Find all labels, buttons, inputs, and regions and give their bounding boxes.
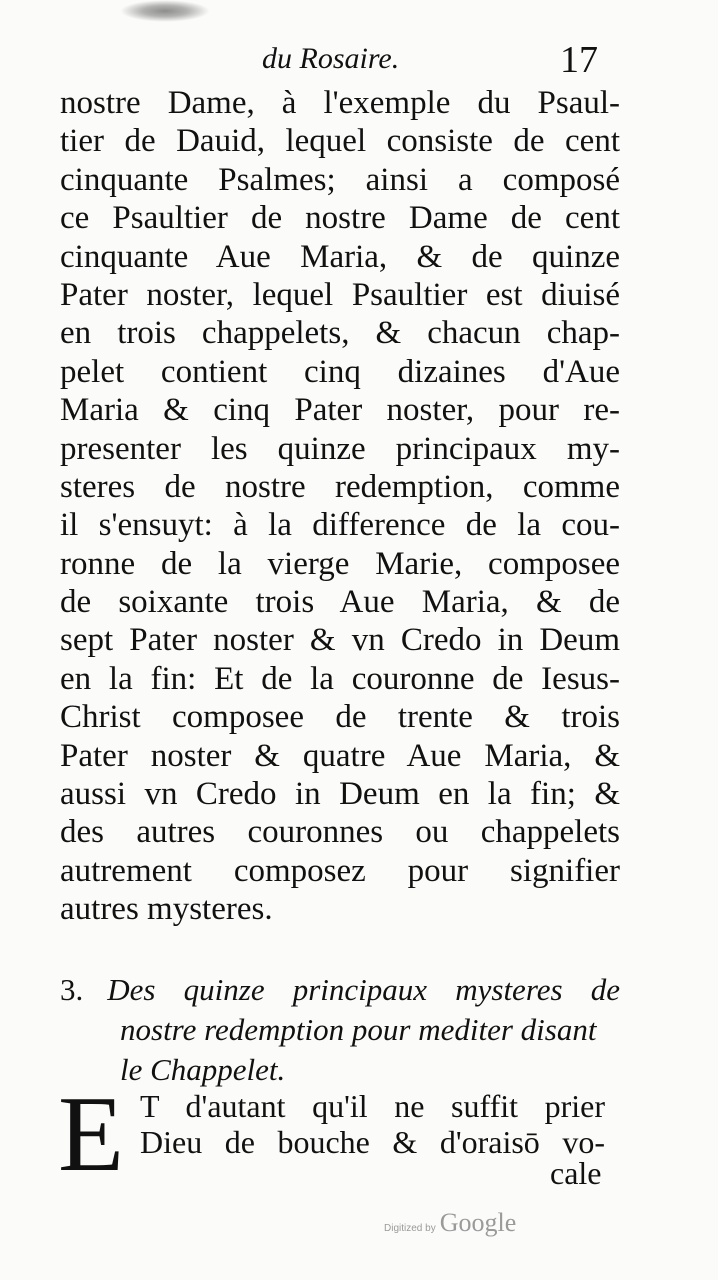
text-line: Dieu de bouche & d'oraisō vo-	[140, 1124, 605, 1160]
text-line: Pater noster & quatre Aue Maria, &	[60, 737, 620, 774]
heading-line: le Chappelet.	[120, 1052, 286, 1087]
drop-cap: E	[58, 1075, 124, 1194]
text-line: des autres couronnes ou chappelets	[60, 814, 620, 851]
watermark-prefix: Digitized by	[384, 1223, 436, 1234]
text-line: en la fin: Et de la couronne de Iesus-	[60, 660, 620, 697]
text-line: en trois chappelets, & chacun chap-	[60, 315, 620, 352]
text-line: Maria & cinq Pater noster, pour re-	[60, 392, 620, 429]
ink-smudge	[120, 0, 210, 22]
text-line: cinquante Psalmes; ainsi a composé	[60, 161, 620, 198]
running-title: du Rosaire.	[262, 42, 400, 75]
heading-line	[60, 970, 620, 1010]
text-line: ce Psaultier de nostre Dame de cent	[60, 200, 620, 237]
text-line: sept Pater noster & vn Credo in Deum	[60, 622, 620, 659]
body-text	[60, 84, 620, 929]
text-line: cinquante Aue Maria, & de quinze	[60, 238, 620, 275]
text-line: autres mysteres.	[60, 891, 273, 928]
text-line: de soixante trois Aue Maria, & de	[60, 584, 620, 621]
watermark-brand: Google	[439, 1208, 517, 1237]
text-line: aussi vn Credo in Deum en la fin; &	[60, 776, 620, 813]
text-line: Pater noster, lequel Psaultier est diuisé	[60, 276, 620, 313]
section-heading	[60, 970, 620, 1090]
section-number: 3.	[60, 972, 84, 1007]
text-line: Christ composee de trente & trois	[60, 699, 620, 736]
heading-line: nostre redemption pour mediter disant	[120, 1012, 597, 1047]
text-line: steres de nostre redemption, comme	[60, 468, 620, 505]
text-line: tier de Dauid, lequel consiste de cent	[60, 123, 620, 160]
text-line: T d'autant qu'il ne suffit prier	[140, 1088, 605, 1124]
text-line: pelet contient cinq dizaines d'Aue	[60, 353, 620, 390]
text-line: autrement composez pour signifier	[60, 852, 620, 889]
text-line: presenter les quinze principaux my-	[60, 430, 620, 467]
page-header	[0, 38, 718, 88]
text-line: ronne de la vierge Marie, composee	[60, 545, 620, 582]
page-number: 17	[560, 39, 598, 81]
paragraph	[140, 1088, 605, 1160]
heading-text: Des quinze principaux mysteres de	[107, 972, 620, 1007]
catchword: cale	[550, 1155, 602, 1191]
text-line: nostre Dame, à l'exemple du Psaul-	[60, 85, 620, 121]
text-line: il s'ensuyt: à la difference de la cou-	[60, 507, 620, 544]
digitization-watermark	[384, 1208, 516, 1238]
